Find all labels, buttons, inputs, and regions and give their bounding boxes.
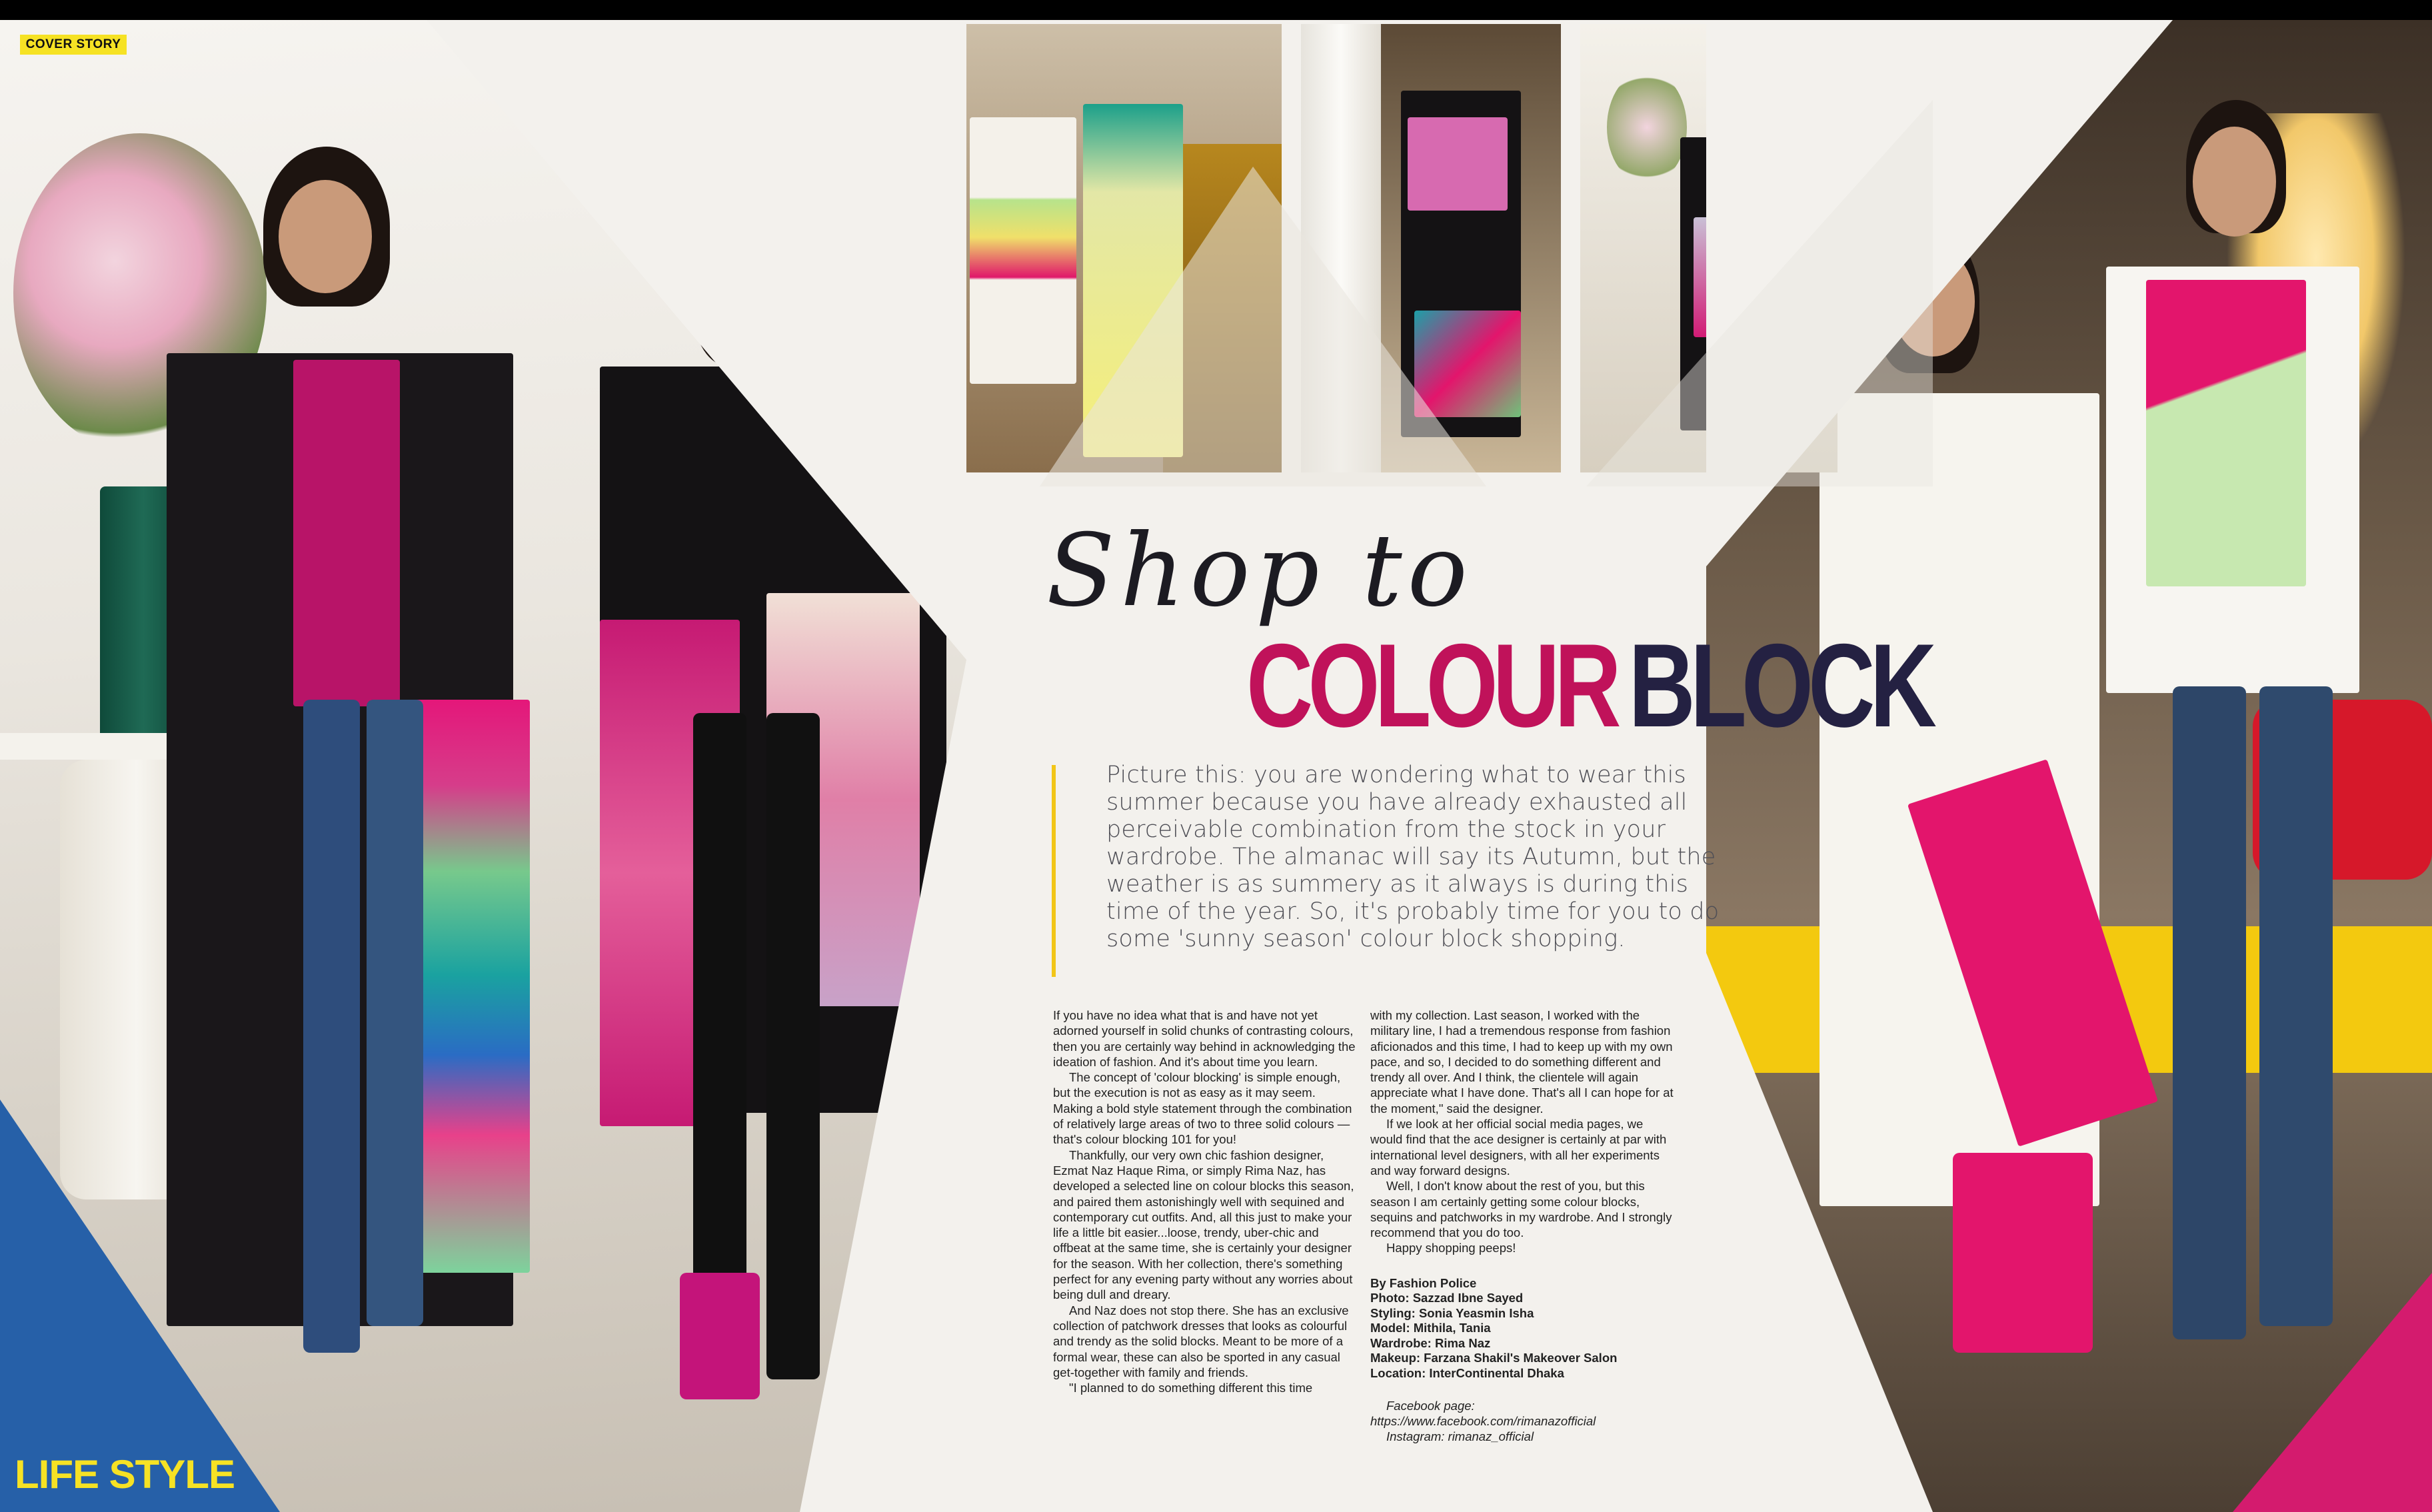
title-headline <box>1246 619 1932 752</box>
magazine-spread <box>0 20 2432 1512</box>
paragraph: And Naz does not stop there. She has an exclusive collection of patchwork dresses that looks as colourful and trendy as the solid blocks. Meant to be more of a formal wear, these can also be sported in any casual get-together with family and friends. <box>1053 1303 1349 1379</box>
facebook-link: Facebook page: https://www.facebook.com/rimanazofficial <box>1370 1399 1596 1429</box>
paragraph: If you have no idea what that is and have not yet adorned yourself in solid chunks of contrasting colours, then you are certainly way behind in acknowledging the ideation of fashion. And it's about time you learn. <box>1053 1008 1356 1069</box>
intro-paragraph: Picture this: you are wondering what to wear this summer because you have already exhausted all perceivable combination from the stock in your wardrobe. The almanac will say its Autumn, but the weather is as summery as it always is during this time of the year. So, it's probably time for you to do some 'sunny season' colour block shopping. <box>1106 762 1720 952</box>
credit-line: Model: Mithila, Tania <box>1370 1321 1491 1335</box>
instagram-link: Instagram: rimanaz_official <box>1386 1429 1534 1444</box>
section-footer-label: LIFE STYLE <box>15 1452 235 1497</box>
paragraph: Happy shopping peeps! <box>1386 1241 1516 1255</box>
title-script: Shop to <box>1046 513 1473 629</box>
social-links <box>1370 1398 1676 1444</box>
article-column-1 <box>1053 1008 1358 1395</box>
paragraph: The concept of 'colour blocking' is simple enough, but the execution is not as easy as it may seem. Making a bold style statement through the combination of relatively large areas of two to three solid colours — that's colour blocking 101 for you! <box>1053 1070 1352 1147</box>
photo-credits <box>1370 1276 1676 1381</box>
credit-line: Makeup: Farzana Shakil's Makeover Salon <box>1370 1351 1618 1365</box>
intro-accent-rule <box>1052 765 1056 977</box>
title-word-colour: COLOUR <box>1246 619 1616 752</box>
credit-line: Wardrobe: Rima Naz <box>1370 1335 1491 1350</box>
section-tag: COVER STORY <box>20 35 127 55</box>
paragraph: Well, I don't know about the rest of you, but this season I am certainly getting some colour blocks, sequins and patchworks in my wardrobe. And I strongly recommend that you do too. <box>1370 1179 1672 1240</box>
top-frame <box>0 0 2432 20</box>
title-word-block: BLOCK <box>1628 619 1932 752</box>
paragraph: Thankfully, our very own chic fashion designer, Ezmat Naz Haque Rima, or simply Rima Naz, has developed a selected line on colour blocks this season, and paired them astonishingly well with sequined and contemporary cut outfits. And, all this just to make your life a little bit easier...loose, trendy, uber-chic and offbeat at the same time, she is certainly your designer for the season. With her collection, there's something perfect for any evening party without any worries about being dull and dreary. <box>1053 1147 1354 1302</box>
credit-line: By Fashion Police <box>1370 1275 1477 1290</box>
article-column-2 <box>1370 1008 1676 1444</box>
credit-line: Photo: Sazzad Ibne Sayed <box>1370 1291 1524 1305</box>
paragraph: with my collection. Last season, I worked with the military line, I had a tremendous response from fashion aficionados and this time, I had to keep up with my own pace, and so, I decided to do something different and trendy all over. And I think, the clientele will again appreciate what I have done. That's all I can hope for at the moment," said the designer. <box>1370 1008 1674 1116</box>
paragraph: "I planned to do something different this time <box>1069 1381 1313 1395</box>
paragraph: If we look at her official social media pages, we would find that the ace designer is certainly at par with international level designers, with all her experiments and way forward designs. <box>1370 1117 1667 1177</box>
credit-line: Styling: Sonia Yeasmin Isha <box>1370 1305 1534 1320</box>
credit-line: Location: InterContinental Dhaka <box>1370 1365 1564 1380</box>
